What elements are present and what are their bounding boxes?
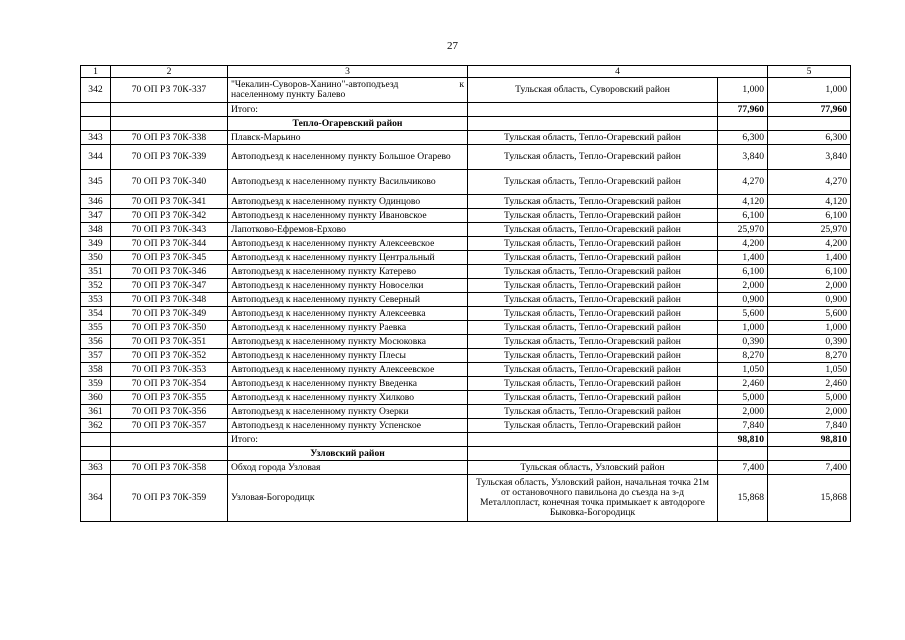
table-row <box>81 251 851 265</box>
row-number: 342 <box>81 78 111 103</box>
road-total: 8,270 <box>768 349 851 363</box>
subtotal-total: 98,810 <box>768 433 851 447</box>
table-row <box>81 131 851 145</box>
road-code: 70 ОП РЗ 70К-344 <box>111 237 228 251</box>
subtotal-total: 77,960 <box>768 103 851 117</box>
road-region: Тульская область, Тепло-Огаревский район <box>468 321 718 335</box>
row-number: 364 <box>81 475 111 522</box>
road-name: Автоподъезд к населенному пункту Введенка <box>228 377 468 391</box>
subtotal-length: 98,810 <box>718 433 768 447</box>
table-row <box>81 405 851 419</box>
road-name: Автоподъезд к населенному пункту Алексеевское <box>228 363 468 377</box>
road-name: Автоподъезд к населенному пункту Алексеевка <box>228 307 468 321</box>
road-length: 2,460 <box>718 377 768 391</box>
road-name-k: к <box>459 79 464 90</box>
subtotal-row <box>81 433 851 447</box>
road-total: 5,000 <box>768 391 851 405</box>
road-length: 25,970 <box>718 223 768 237</box>
road-code: 70 ОП РЗ 70К-346 <box>111 265 228 279</box>
empty-cell <box>81 433 111 447</box>
row-number: 352 <box>81 279 111 293</box>
road-code: 70 ОП РЗ 70К-340 <box>111 170 228 195</box>
road-length: 1,000 <box>718 321 768 335</box>
road-code: 70 ОП РЗ 70К-342 <box>111 209 228 223</box>
road-length: 6,100 <box>718 209 768 223</box>
district-row <box>81 117 851 131</box>
table-row <box>81 279 851 293</box>
empty-cell <box>81 103 111 117</box>
row-number: 343 <box>81 131 111 145</box>
road-region: Тульская область, Тепло-Огаревский район <box>468 131 718 145</box>
road-region: Тульская область, Тепло-Огаревский район <box>468 377 718 391</box>
road-name: Автоподъезд к населенному пункту Большое Огарево <box>228 145 468 170</box>
empty-cell <box>718 447 768 461</box>
empty-cell <box>718 117 768 131</box>
road-code: 70 ОП РЗ 70К-355 <box>111 391 228 405</box>
district-row <box>81 447 851 461</box>
row-number: 347 <box>81 209 111 223</box>
road-name: Автоподъезд к населенному пункту Хилково <box>228 391 468 405</box>
empty-cell <box>468 117 718 131</box>
road-region: Тульская область, Тепло-Огаревский район <box>468 145 718 170</box>
empty-cell <box>111 103 228 117</box>
roads-table <box>80 65 851 522</box>
table-row <box>81 419 851 433</box>
table-row <box>81 475 851 522</box>
header-row <box>81 66 851 78</box>
road-total: 7,840 <box>768 419 851 433</box>
road-region: Тульская область, Тепло-Огаревский район <box>468 279 718 293</box>
road-name: Автоподъезд к населенному пункту Новоселки <box>228 279 468 293</box>
subtotal-label: Итого: <box>228 103 468 117</box>
empty-cell <box>111 117 228 131</box>
header-cell: 1 <box>81 66 111 78</box>
row-number: 354 <box>81 307 111 321</box>
road-length: 4,270 <box>718 170 768 195</box>
table-row <box>81 265 851 279</box>
row-number: 360 <box>81 391 111 405</box>
road-length: 2,000 <box>718 279 768 293</box>
road-region: Тульская область, Тепло-Огаревский район <box>468 335 718 349</box>
road-total: 2,000 <box>768 405 851 419</box>
table-row <box>81 145 851 170</box>
road-length: 7,840 <box>718 419 768 433</box>
road-total: 6,100 <box>768 265 851 279</box>
table-row <box>81 461 851 475</box>
road-name: Узловая-Богородицк <box>228 475 468 522</box>
table-row <box>81 321 851 335</box>
empty-cell <box>111 447 228 461</box>
road-length: 15,868 <box>718 475 768 522</box>
row-number: 359 <box>81 377 111 391</box>
road-name: Автоподъезд к населенному пункту Мосюковка <box>228 335 468 349</box>
subtotal-label: Итого: <box>228 433 468 447</box>
table-row <box>81 195 851 209</box>
road-total: 25,970 <box>768 223 851 237</box>
road-length: 1,050 <box>718 363 768 377</box>
table-row <box>81 307 851 321</box>
road-length: 5,600 <box>718 307 768 321</box>
road-total: 1,400 <box>768 251 851 265</box>
empty-cell <box>81 447 111 461</box>
row-number: 348 <box>81 223 111 237</box>
row-number: 358 <box>81 363 111 377</box>
road-name: Автоподъезд к населенному пункту Катерево <box>228 265 468 279</box>
table-row <box>81 237 851 251</box>
road-total: 15,868 <box>768 475 851 522</box>
road-code: 70 ОП РЗ 70К-339 <box>111 145 228 170</box>
header-cell: 5 <box>768 66 851 78</box>
road-region: Тульская область, Тепло-Огаревский район <box>468 195 718 209</box>
table-row <box>81 391 851 405</box>
road-total: 6,300 <box>768 131 851 145</box>
road-code: 70 ОП РЗ 70К-352 <box>111 349 228 363</box>
empty-cell <box>81 117 111 131</box>
header-cell: 4 <box>468 66 768 78</box>
road-name: Лапотково-Ефремов-Ерхово <box>228 223 468 237</box>
road-total: 0,390 <box>768 335 851 349</box>
road-total: 4,200 <box>768 237 851 251</box>
road-region: Тульская область, Тепло-Огаревский район <box>468 237 718 251</box>
road-code: 70 ОП РЗ 70К-359 <box>111 475 228 522</box>
road-length: 6,300 <box>718 131 768 145</box>
row-number: 363 <box>81 461 111 475</box>
empty-cell <box>468 447 718 461</box>
empty-cell <box>468 103 718 117</box>
table-row <box>81 78 851 103</box>
road-code: 70 ОП РЗ 70К-337 <box>111 78 228 103</box>
road-region: Тульская область, Узловский район <box>468 461 718 475</box>
road-code: 70 ОП РЗ 70К-345 <box>111 251 228 265</box>
road-length: 4,200 <box>718 237 768 251</box>
district-title: Узловский район <box>228 447 468 461</box>
road-name: Автоподъезд к населенному пункту Успенское <box>228 419 468 433</box>
row-number: 349 <box>81 237 111 251</box>
table-row <box>81 349 851 363</box>
road-code: 70 ОП РЗ 70К-353 <box>111 363 228 377</box>
road-code: 70 ОП РЗ 70К-350 <box>111 321 228 335</box>
subtotal-row <box>81 103 851 117</box>
road-code: 70 ОП РЗ 70К-357 <box>111 419 228 433</box>
row-number: 350 <box>81 251 111 265</box>
road-region: Тульская область, Узловский район, начальная точка 21м от остановочного павильона до съезда на з-д Металлопласт, конечная точка примыкает к автодороге Быковка-Богородицк <box>468 475 718 522</box>
row-number: 346 <box>81 195 111 209</box>
road-length: 4,120 <box>718 195 768 209</box>
road-region: Тульская область, Тепло-Огаревский район <box>468 170 718 195</box>
district-title: Тепло-Огаревский район <box>228 117 468 131</box>
road-total: 4,270 <box>768 170 851 195</box>
road-name: Автоподъезд к населенному пункту Ивановское <box>228 209 468 223</box>
road-name: Автоподъезд к населенному пункту Озерки <box>228 405 468 419</box>
row-number: 362 <box>81 419 111 433</box>
road-region: Тульская область, Суворовский район <box>468 78 718 103</box>
road-name: Плавск-Марьино <box>228 131 468 145</box>
road-name: Автоподъезд к населенному пункту Васильчиково <box>228 170 468 195</box>
road-length: 8,270 <box>718 349 768 363</box>
row-number: 344 <box>81 145 111 170</box>
road-total: 4,120 <box>768 195 851 209</box>
road-code: 70 ОП РЗ 70К-356 <box>111 405 228 419</box>
row-number: 356 <box>81 335 111 349</box>
subtotal-length: 77,960 <box>718 103 768 117</box>
row-number: 361 <box>81 405 111 419</box>
road-length: 0,900 <box>718 293 768 307</box>
empty-cell <box>468 433 718 447</box>
road-name: Автоподъезд к населенному пункту Плесы <box>228 349 468 363</box>
road-region: Тульская область, Тепло-Огаревский район <box>468 223 718 237</box>
table-row <box>81 223 851 237</box>
road-name <box>228 78 468 103</box>
road-region: Тульская область, Тепло-Огаревский район <box>468 419 718 433</box>
road-total: 1,000 <box>768 321 851 335</box>
road-region: Тульская область, Тепло-Огаревский район <box>468 405 718 419</box>
road-length: 7,400 <box>718 461 768 475</box>
road-total: 3,840 <box>768 145 851 170</box>
empty-cell <box>111 433 228 447</box>
page-number: 27 <box>447 40 458 52</box>
table-row <box>81 377 851 391</box>
road-total: 6,100 <box>768 209 851 223</box>
row-number: 351 <box>81 265 111 279</box>
road-name: Автоподъезд к населенному пункту Центральный <box>228 251 468 265</box>
road-region: Тульская область, Тепло-Огаревский район <box>468 251 718 265</box>
road-length: 3,840 <box>718 145 768 170</box>
table-row <box>81 363 851 377</box>
road-total: 5,600 <box>768 307 851 321</box>
road-region: Тульская область, Тепло-Огаревский район <box>468 209 718 223</box>
header-cell: 2 <box>111 66 228 78</box>
road-total: 2,000 <box>768 279 851 293</box>
road-name: Автоподъезд к населенному пункту Раевка <box>228 321 468 335</box>
road-name-line2: населенному пункту Балево <box>231 89 346 100</box>
road-name-line1: "Чекалин-Суворов-Ханино"-автоподъезд <box>231 79 399 90</box>
road-length: 1,400 <box>718 251 768 265</box>
road-total: 1,000 <box>768 78 851 103</box>
road-length: 5,000 <box>718 391 768 405</box>
road-region: Тульская область, Тепло-Огаревский район <box>468 293 718 307</box>
empty-cell <box>768 117 851 131</box>
row-number: 345 <box>81 170 111 195</box>
road-total: 0,900 <box>768 293 851 307</box>
road-region: Тульская область, Тепло-Огаревский район <box>468 391 718 405</box>
row-number: 355 <box>81 321 111 335</box>
road-total: 2,460 <box>768 377 851 391</box>
road-name: Обход города Узловая <box>228 461 468 475</box>
road-code: 70 ОП РЗ 70К-343 <box>111 223 228 237</box>
header-cell: 3 <box>228 66 468 78</box>
road-name: Автоподъезд к населенному пункту Северный <box>228 293 468 307</box>
road-code: 70 ОП РЗ 70К-341 <box>111 195 228 209</box>
road-name: Автоподъезд к населенному пункту Алексеевское <box>228 237 468 251</box>
row-number: 357 <box>81 349 111 363</box>
road-code: 70 ОП РЗ 70К-347 <box>111 279 228 293</box>
road-code: 70 ОП РЗ 70К-349 <box>111 307 228 321</box>
road-length: 2,000 <box>718 405 768 419</box>
empty-cell <box>768 447 851 461</box>
table-row <box>81 209 851 223</box>
road-total: 1,050 <box>768 363 851 377</box>
road-length: 6,100 <box>718 265 768 279</box>
road-code: 70 ОП РЗ 70К-358 <box>111 461 228 475</box>
road-code: 70 ОП РЗ 70К-354 <box>111 377 228 391</box>
road-code: 70 ОП РЗ 70К-348 <box>111 293 228 307</box>
row-number: 353 <box>81 293 111 307</box>
table-row <box>81 170 851 195</box>
road-region: Тульская область, Тепло-Огаревский район <box>468 307 718 321</box>
road-region: Тульская область, Тепло-Огаревский район <box>468 349 718 363</box>
road-length: 1,000 <box>718 78 768 103</box>
road-code: 70 ОП РЗ 70К-351 <box>111 335 228 349</box>
road-length: 0,390 <box>718 335 768 349</box>
road-code: 70 ОП РЗ 70К-338 <box>111 131 228 145</box>
road-region: Тульская область, Тепло-Огаревский район <box>468 265 718 279</box>
road-name: Автоподъезд к населенному пункту Одинцово <box>228 195 468 209</box>
road-total: 7,400 <box>768 461 851 475</box>
table-row <box>81 335 851 349</box>
table-row <box>81 293 851 307</box>
road-region: Тульская область, Тепло-Огаревский район <box>468 363 718 377</box>
